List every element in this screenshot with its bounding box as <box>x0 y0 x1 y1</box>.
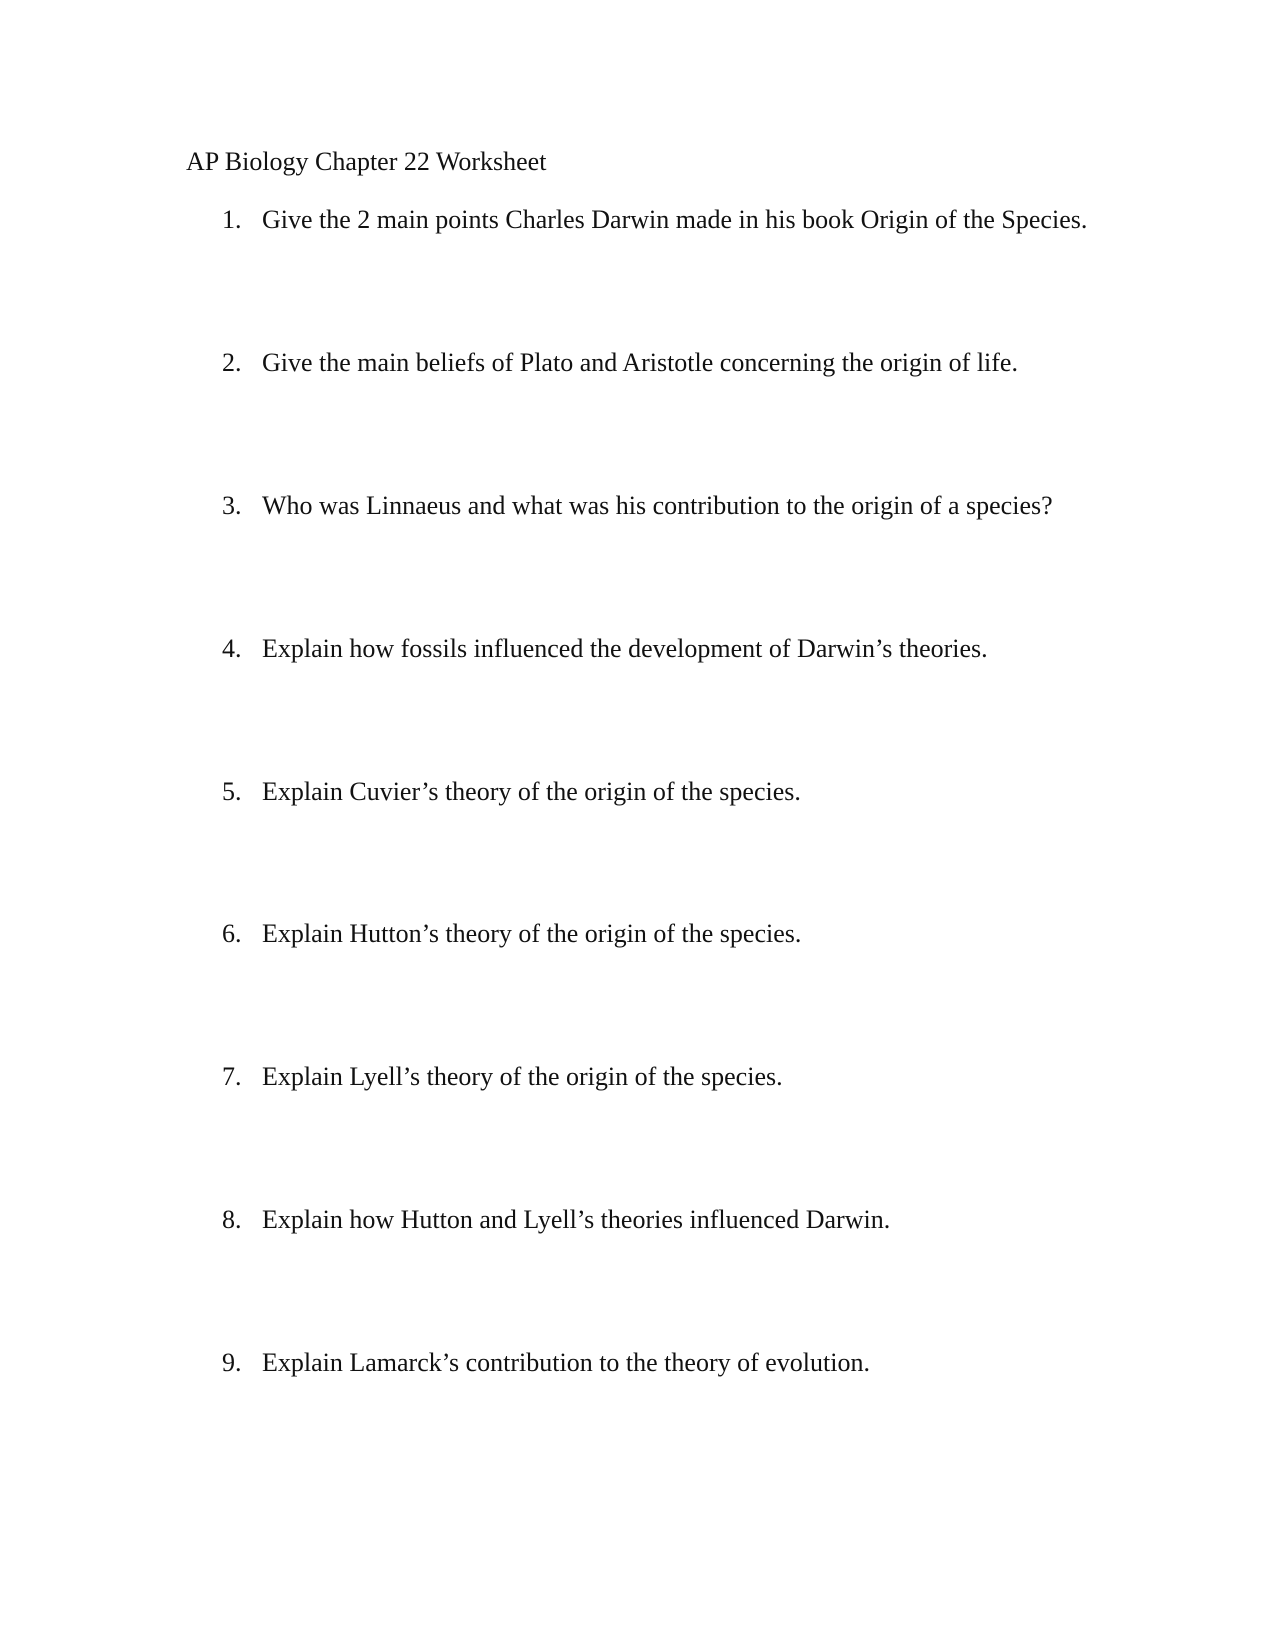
question-text: Explain Hutton’s theory of the origin of the species. <box>262 919 802 948</box>
question-number: 8. <box>222 1205 242 1234</box>
question-number: 2. <box>222 348 242 377</box>
question-item-9 <box>222 1347 1222 1379</box>
question-text: Explain Lyell’s theory of the origin of the species. <box>262 1062 783 1091</box>
question-item-1 <box>222 204 1222 236</box>
question-number: 4. <box>222 634 242 663</box>
question-item-5 <box>222 776 1222 808</box>
question-text: Who was Linnaeus and what was his contribution to the origin of a species? <box>262 491 1053 520</box>
question-number: 6. <box>222 919 242 948</box>
question-item-8 <box>222 1204 1222 1236</box>
question-number: 5. <box>222 777 242 806</box>
question-item-6 <box>222 918 1222 950</box>
question-item-3 <box>222 490 1222 522</box>
question-text: Give the main beliefs of Plato and Aristotle concerning the origin of life. <box>262 348 1018 377</box>
question-number: 9. <box>222 1348 242 1377</box>
question-item-2 <box>222 347 1222 379</box>
question-text: Explain Lamarck’s contribution to the theory of evolution. <box>262 1348 870 1377</box>
question-item-7 <box>222 1061 1222 1093</box>
question-number: 7. <box>222 1062 242 1091</box>
question-number: 3. <box>222 491 242 520</box>
question-text: Explain how fossils influenced the development of Darwin’s theories. <box>262 634 988 663</box>
worksheet-title: AP Biology Chapter 22 Worksheet <box>186 147 547 176</box>
question-text: Explain Cuvier’s theory of the origin of the species. <box>262 777 801 806</box>
question-number: 1. <box>222 205 242 234</box>
question-item-4 <box>222 633 1222 665</box>
question-text: Explain how Hutton and Lyell’s theories influenced Darwin. <box>262 1205 891 1234</box>
question-text: Give the 2 main points Charles Darwin made in his book Origin of the Species. <box>262 205 1088 234</box>
